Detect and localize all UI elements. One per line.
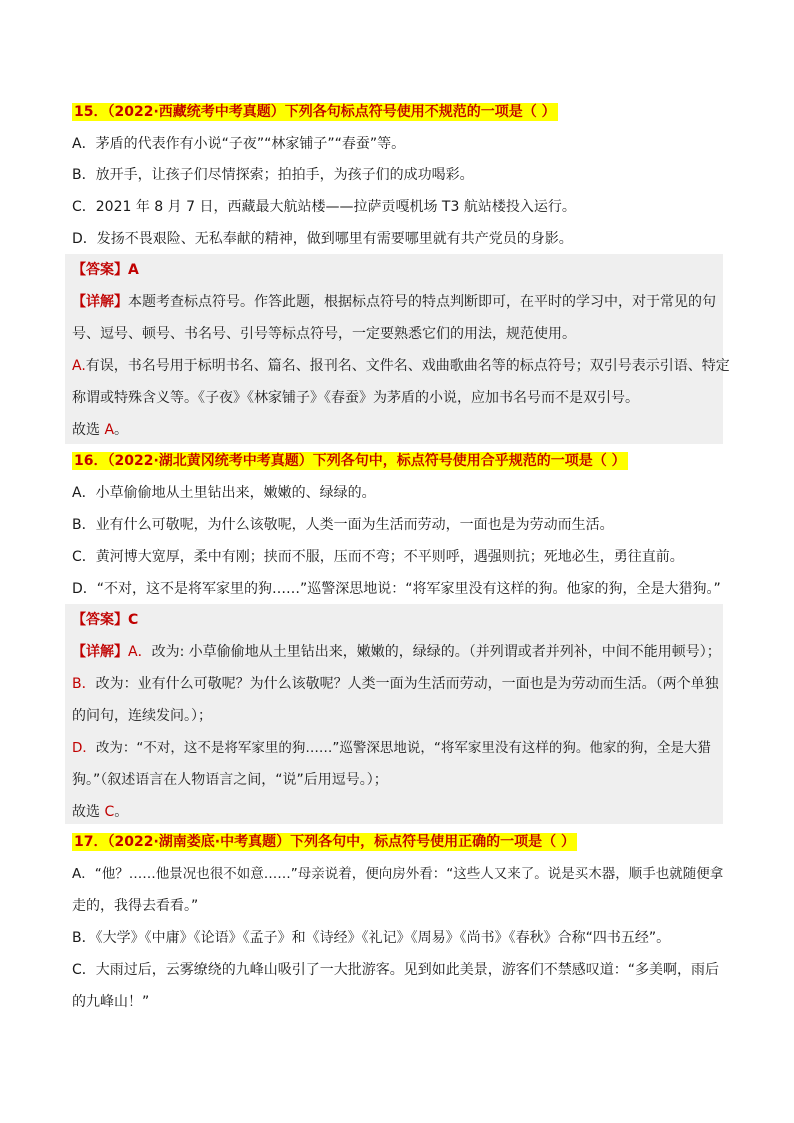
q16-answer-label: 【答案】C bbox=[72, 612, 139, 628]
q16-conclusion-letter: C bbox=[104, 804, 115, 820]
question-16-heading bbox=[72, 451, 628, 471]
q15-answer-label: 【答案】A bbox=[72, 262, 139, 278]
q15-option-d: D．发扬不畏艰险、无私奉献的精神，做到哪里有需要哪里就有共产党员的身影。 bbox=[72, 231, 573, 247]
q16-option-a: A．小草偷偷地从土里钻出来，嫩嫩的、绿绿的。 bbox=[72, 485, 376, 501]
q16-detail-b-line-2: 的问句，连续发问。）； bbox=[72, 708, 212, 724]
q17-option-a-line-2: 走的，我得去看看。” bbox=[72, 898, 199, 914]
question-17-heading bbox=[72, 832, 577, 852]
q16-conclusion bbox=[72, 802, 128, 822]
q15-conclusion-letter: A bbox=[104, 422, 115, 438]
q17-option-c-line-2: 的九峰山！” bbox=[72, 994, 150, 1010]
q15-detail-line-2: 号、逗号、顿号、书名号、引号等标点符号，一定要熟悉它们的用法，规范使用。 bbox=[72, 326, 576, 342]
q16-conclusion-end: 。 bbox=[114, 804, 129, 820]
q15-explain-a-line-2: 称谓或特殊含义等。《子夜》《林家铺子》《春蚕》为茅盾的小说，应加书名号而不是双引号。 bbox=[72, 390, 639, 406]
q15-explain-a-text-1: 有误，书名号用于标明书名、篇名、报刊名、文件名、戏曲歌曲名等的标点符号；双引号表示引语、特定 bbox=[85, 358, 730, 374]
q15-option-b: B．放开手，让孩子们尽情探索；拍拍手，为孩子们的成功喝彩。 bbox=[72, 167, 474, 183]
q16-detail-d-text-1: 改为：“不对，这不是将军家里的狗……”巡警深思地说，“将军家里没有这样的狗。他家的狗，全是大猎 bbox=[95, 740, 711, 756]
q16-option-c: C．黄河博大宽厚，柔中有刚；挟而不服，压而不弯；不平则呼，遇强则抗；死地必生，勇往直前。 bbox=[72, 549, 684, 565]
q17-option-a-line-1: A．“他？……他景况也很不如意……”母亲说着，便向房外看：“这些人又来了。说是买木器，顺手也就随便拿 bbox=[72, 866, 724, 882]
question-15-heading bbox=[72, 102, 558, 122]
q15-option-a: A．茅盾的代表作有小说“子夜”“林家铺子”“春蚕”等。 bbox=[72, 136, 406, 152]
q17-option-b: B．《大学》《中庸》《论语》《孟子》和《诗经》《礼记》《周易》《尚书》《春秋》合称“四书五经”。 bbox=[72, 930, 671, 946]
q16-detail-a-text: 改为: 小草偷偷地从土里钻出来，嫩嫩的，绿绿的。（并列谓或者并列补，中间不能用顿号）； bbox=[151, 644, 721, 660]
q16-option-d: D．“不对，这不是将军家里的狗……”巡警深思地说：“将军家里没有这样的狗。他家的狗，全是大猎狗。” bbox=[72, 581, 721, 597]
q17-option-c-line-1: C．大雨过后，云雾缭绕的九峰山吸引了一大批游客。见到如此美景，游客们不禁感叹道：“多美啊，雨后 bbox=[72, 962, 720, 978]
question-15-title: 15．（2022·西藏统考中考真题）下列各句标点符号使用不规范的一项是（ ） bbox=[74, 104, 556, 120]
q15-explain-a-line-1 bbox=[72, 356, 730, 376]
q16-conclusion-text: 故选 bbox=[72, 804, 105, 820]
question-17-title: 17．（2022·湖南娄底·中考真题）下列各句中，标点符号使用正确的一项是（ ） bbox=[74, 834, 575, 850]
question-16-title: 16．（2022·湖北黄冈统考中考真题）下列各句中，标点符号使用合乎规范的一项是（ ） bbox=[74, 453, 626, 469]
q15-option-c: C．2021 年 8 月 7 日，西藏最大航站楼——拉萨贡嘎机场 T3 航站楼投入运行。 bbox=[72, 199, 576, 215]
q15-detail-line-1 bbox=[72, 292, 716, 312]
q16-detail-b-line-1 bbox=[72, 674, 719, 694]
q16-option-b: B．业有什么可敬呢，为什么该敬呢，人类一面为生活而劳动，一面也是为劳动而生活。 bbox=[72, 517, 614, 533]
q15-answer-box bbox=[65, 254, 723, 444]
q15-detail-text-1: 本题考查标点符号。作答此题，根据标点符号的特点判断即可，在平时的学习中，对于常见的句 bbox=[128, 294, 716, 310]
q16-detail-a-label: A． bbox=[128, 644, 152, 660]
q15-answer bbox=[72, 260, 139, 280]
q15-detail-label: 【详解】 bbox=[72, 294, 128, 310]
q16-detail-d-label: D． bbox=[72, 740, 96, 756]
q16-detail-d-line-2: 狗。”（叙述语言在人物语言之间，“说”后用逗号。）； bbox=[72, 772, 388, 788]
q16-answer bbox=[72, 610, 138, 630]
q15-explain-a-label: A. bbox=[72, 358, 86, 374]
q16-detail-label: 【详解】 bbox=[72, 644, 128, 660]
q16-detail-a bbox=[72, 642, 721, 662]
q15-conclusion-end: 。 bbox=[114, 422, 129, 438]
q16-detail-d-line-1 bbox=[72, 738, 711, 758]
q16-detail-b-text-1: 改为：业有什么可敬呢？为什么该敬呢？人类一面为生活而劳动，一面也是为劳动而生活。（两个单独 bbox=[95, 676, 719, 692]
q15-conclusion bbox=[72, 420, 128, 440]
q15-conclusion-text: 故选 bbox=[72, 422, 105, 438]
q16-detail-b-label: B． bbox=[72, 676, 96, 692]
